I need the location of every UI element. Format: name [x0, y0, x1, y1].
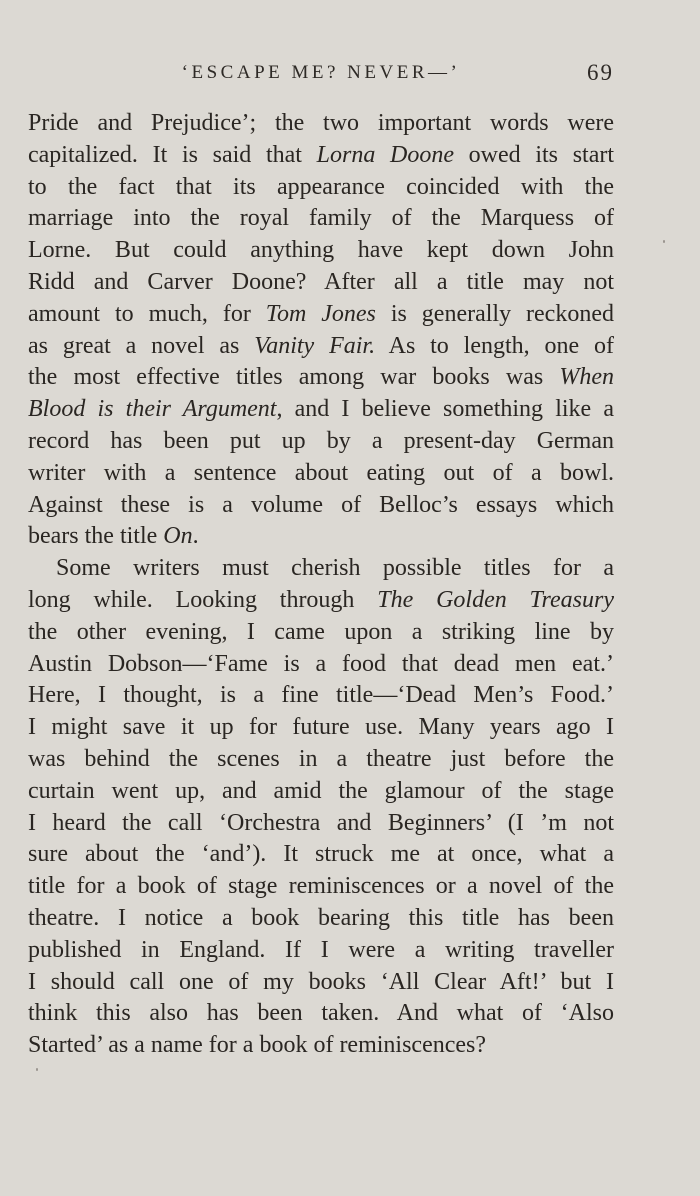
- text-run: capitalized. It is said that: [28, 141, 317, 168]
- text-line: [28, 585, 614, 617]
- text-run: Ridd and Carver Doone? After all a title may not: [28, 268, 614, 295]
- text-line: [28, 871, 614, 903]
- text-run: was behind the scenes in a theatre just before the: [28, 745, 614, 772]
- text-line: [28, 935, 614, 967]
- text-line: [28, 331, 614, 363]
- text-line: [28, 394, 614, 426]
- text-line: [28, 235, 614, 267]
- text-line: [28, 267, 614, 299]
- text-run: Started’ as a name for a book of reminiscences?: [28, 1032, 487, 1059]
- italic-title-text: Vanity Fair.: [254, 332, 376, 359]
- text-line: [28, 744, 614, 776]
- text-run: long while. Looking through: [28, 586, 378, 613]
- text-line: [28, 362, 614, 394]
- running-title: ‘ESCAPE ME? NEVER—’: [181, 62, 461, 83]
- text-line: [28, 617, 614, 649]
- text-run: owed its start: [454, 141, 615, 168]
- text-run: Pride and Prejudice’; the two important words were: [28, 110, 614, 136]
- text-run: I might save it up for future use. Many years ago I: [28, 714, 614, 741]
- body-text: [28, 108, 614, 1062]
- text-run: title for a book of stage reminiscences or a novel of the: [28, 873, 614, 900]
- text-line: [28, 808, 614, 840]
- text-run: sure about the ‘and’). It struck me at once, what a: [28, 841, 614, 868]
- text-line: [28, 649, 614, 681]
- text-line: [28, 172, 614, 204]
- text-run: the other evening, I came upon a striking line by: [28, 618, 614, 645]
- page-header: [28, 62, 614, 96]
- text-line: [28, 998, 614, 1030]
- text-run: published in England. If I were a writing traveller: [28, 936, 614, 963]
- text-run: to the fact that its appearance coincided with the: [28, 173, 614, 200]
- text-line: [28, 680, 614, 712]
- text-line: [28, 458, 614, 490]
- text-run: As to length, one of: [375, 332, 615, 359]
- text-run: Austin Dobson—‘Fame is a food that dead men eat.’: [28, 650, 614, 677]
- text-run: .: [192, 523, 199, 550]
- text-run: as great a novel as: [28, 332, 255, 359]
- paper-speck: [36, 1068, 38, 1071]
- text-run: , and I believe something like a: [276, 396, 614, 423]
- page-number: 69: [587, 60, 614, 85]
- text-run: bears the title: [28, 523, 164, 550]
- text-line: [28, 426, 614, 458]
- text-line: [28, 776, 614, 808]
- paper-speck: [663, 240, 665, 243]
- text-line: [28, 521, 614, 553]
- text-line: [28, 712, 614, 744]
- text-line: [28, 490, 614, 522]
- italic-title-text: When: [559, 364, 614, 391]
- text-line: [28, 203, 614, 235]
- text-run: theatre. I notice a book bearing this title has been: [28, 904, 614, 931]
- text-run: Against these is a volume of Belloc’s essays which: [28, 491, 614, 518]
- text-run: I should call one of my books ‘All Clear Aft!’ but I: [28, 968, 614, 995]
- text-run: Lorne. But could anything have kept down John: [28, 237, 614, 264]
- text-run: amount to much, for: [28, 300, 266, 327]
- text-run: is generally reckoned: [375, 300, 614, 327]
- text-run: curtain went up, and amid the glamour of the stage: [28, 777, 614, 804]
- text-run: the most effective titles among war books was: [28, 364, 560, 391]
- text-line: [28, 299, 614, 331]
- text-run: record has been put up by a present-day German: [28, 427, 614, 454]
- text-line: [28, 967, 614, 999]
- text-run: think this also has been taken. And what of ‘Also: [28, 1000, 614, 1027]
- text-line: [28, 140, 614, 172]
- text-run: writer with a sentence about eating out of a bowl.: [28, 459, 614, 486]
- text-run: Here, I thought, is a fine title—‘Dead Men’s Food.’: [28, 682, 614, 709]
- text-line: [28, 839, 614, 871]
- text-run: marriage into the royal family of the Marquess of: [28, 205, 614, 232]
- italic-title-text: Blood is their Argument: [28, 396, 277, 423]
- text-run: Some writers must cherish possible titles for a: [56, 555, 614, 582]
- text-line: [28, 1030, 614, 1062]
- italic-title-text: Tom Jones: [265, 300, 376, 327]
- italic-title-text: The Golden Treasury: [377, 586, 614, 613]
- text-line: [28, 553, 614, 585]
- italic-title-text: On: [163, 523, 193, 550]
- text-line: [28, 903, 614, 935]
- text-line: [28, 108, 614, 140]
- text-run: I heard the call ‘Orchestra and Beginners’ (I ’m not: [28, 809, 614, 836]
- italic-title-text: Lorna Doone: [316, 141, 454, 168]
